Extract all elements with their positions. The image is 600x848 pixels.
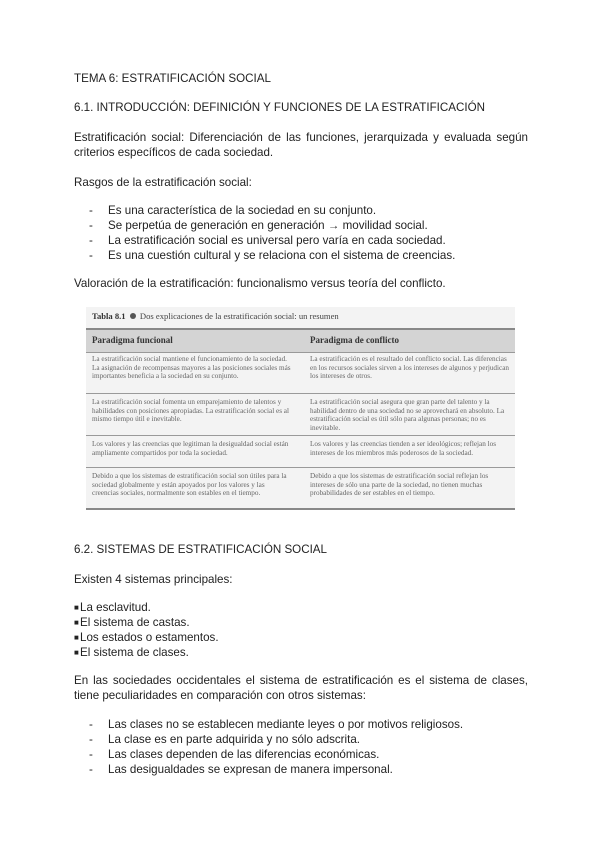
- table-row: [86, 394, 515, 436]
- valoracion-text: Valoración de la estratificación: funcionalismo versus teoría del conflicto.: [74, 277, 446, 290]
- bullet-icon: [130, 313, 136, 319]
- bullet-icon: ■: [74, 618, 79, 627]
- list-item: [74, 630, 219, 645]
- bullet-icon: ■: [74, 633, 79, 642]
- sistemas-list: [74, 600, 219, 660]
- page-heading: TEMA 6: ESTRATIFICACIÓN SOCIAL: [74, 72, 271, 85]
- table-caption: [92, 311, 339, 321]
- definition-paragraph: Estratificación social: Diferenciación de las funciones, jerarquizada y evaluada según criterios específicos de cada sociedad.: [74, 131, 528, 159]
- table-cell: La estratificación social mantiene el funcionamiento de la sociedad. La asignación de recompensas mayores a las posiciones sociales más importantes beneficia a la sociedad en su conjunto.: [92, 355, 291, 381]
- column-header-conflict: Paradigma de conflicto: [310, 335, 399, 345]
- table-row: [86, 436, 515, 468]
- table-header: [86, 328, 515, 353]
- list-item: - La estratificación social es universal pero varía en cada sociedad.: [74, 233, 455, 248]
- clases-intro-paragraph: En las sociedades occidentales el sistema de estratificación es el sistema de clases, tiene peculiaridades en comparación con otros sistemas:: [74, 674, 528, 702]
- list-item-text: El sistema de clases.: [80, 646, 189, 659]
- section-1-title: 6.1. INTRODUCCIÓN: DEFINICIÓN Y FUNCIONES DE LA ESTRATIFICACIÓN: [74, 101, 485, 114]
- list-item: - Las clases no se establecen mediante leyes o por motivos religiosos.: [74, 717, 463, 732]
- list-item: - Las desigualdades se expresan de manera impersonal.: [74, 762, 463, 777]
- bullet-icon: ■: [74, 603, 79, 612]
- clases-list: [74, 717, 463, 777]
- list-item-text: La esclavitud.: [80, 601, 151, 614]
- bullet-icon: ■: [74, 648, 79, 657]
- list-item: [74, 645, 219, 660]
- table-caption-text: Dos explicaciones de la estratificación social: un resumen: [139, 311, 339, 321]
- list-item: - Las clases dependen de las diferencias económicas.: [74, 747, 463, 762]
- table-cell: La estratificación es el resultado del conflicto social. Las diferencias en los recursos sociales sirven a los intereses de algunos y perjudican los intereses de otros.: [310, 355, 509, 381]
- list-item-text: El sistema de castas.: [80, 616, 190, 629]
- rasgos-title: Rasgos de la estratificación social:: [74, 176, 252, 189]
- list-item: [74, 600, 219, 615]
- table-row: [86, 468, 515, 510]
- comparison-table: [86, 307, 515, 510]
- table-cell: La estratificación social asegura que gran parte del talento y la habilidad dentro de una sociedad no se aprovechará en absoluto. La estratificación social es útil sólo para algunas personas; no es inevitable.: [310, 398, 505, 432]
- table-caption-label: Tabla 8.1: [92, 311, 126, 321]
- list-item: - Es una cuestión cultural y se relaciona con el sistema de creencias.: [74, 248, 455, 263]
- table-cell: Debido a que los sistemas de estratificación social son útiles para la sociedad globalmente y están apoyados por los valores y las creencias sociales, normalmente son estables en el tiempo.: [92, 472, 287, 498]
- section-2-title: 6.2. SISTEMAS DE ESTRATIFICACIÓN SOCIAL: [74, 543, 327, 556]
- list-item: - Se perpetúa de generación en generación → movilidad social.: [74, 218, 455, 233]
- table-cell: Los valores y las creencias tienden a ser ideológicos; reflejan los intereses de los miembros más poderosos de la sociedad.: [310, 440, 497, 457]
- list-item: [74, 615, 219, 630]
- column-header-functional: Paradigma funcional: [92, 335, 173, 345]
- list-item-text: Los estados o estamentos.: [80, 631, 219, 644]
- list-item: - La clase es en parte adquirida y no sólo adscrita.: [74, 732, 463, 747]
- table-cell: Los valores y las creencias que legitiman la desigualdad social están ampliamente compartidos por toda la sociedad.: [92, 440, 289, 457]
- table-cell: La estratificación social fomenta un emparejamiento de talentos y habilidades con posiciones apropiadas. La estratificación social es al mismo tiempo útil e inevitable.: [92, 398, 289, 424]
- rasgos-list: [74, 203, 455, 263]
- table-cell: Debido a que los sistemas de estratificación social reflejan los intereses de sólo una parte de la sociedad, no tienen muchas probabilidades de ser estables en el tiempo.: [310, 472, 489, 498]
- sistemas-intro: Existen 4 sistemas principales:: [74, 573, 233, 586]
- list-item: - Es una característica de la sociedad en su conjunto.: [74, 203, 455, 218]
- table-row: [86, 351, 515, 394]
